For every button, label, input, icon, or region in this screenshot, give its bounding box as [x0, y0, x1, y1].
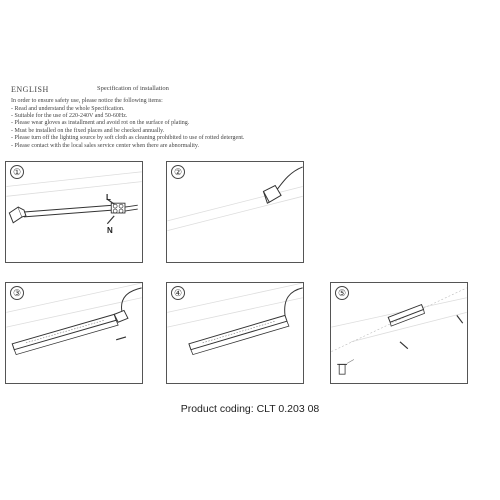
- step-1-panel: [5, 161, 143, 263]
- instruction-item: - Please turn off the lighting source by soft cloth as cleaning prohibited to use of rotted detergent.: [11, 135, 245, 142]
- track-light-icon: [189, 315, 289, 354]
- step-2-illustration: [167, 162, 303, 262]
- step-1-illustration: [6, 162, 142, 262]
- instruction-item: - Must be installed on the fixed places and be checked annually.: [11, 127, 165, 134]
- instructions-intro: In order to ensure safety use, please notice the following items:: [11, 98, 163, 104]
- step-3-panel: [5, 282, 143, 384]
- product-coding: Product coding: CLT 0.203 08: [180, 403, 320, 415]
- instruction-item: - Please wear gloves as installment and avoid rot on the surface of plating.: [11, 120, 190, 127]
- arrow-icon: [400, 315, 463, 348]
- plug-icon: [9, 207, 26, 223]
- track-light-icon: [12, 314, 118, 354]
- instructions-list: [11, 106, 244, 150]
- step-1-number: ①: [10, 165, 24, 179]
- track-light-icon: [388, 305, 424, 327]
- arrow-icon: [116, 337, 126, 340]
- document-title: Specification of installation: [97, 85, 169, 92]
- terminal-block-icon: [111, 203, 137, 213]
- step-4-panel: [166, 282, 304, 384]
- screw-icon: [337, 359, 354, 374]
- step-2-number: ②: [171, 165, 185, 179]
- language-label: ENGLISH: [11, 85, 49, 94]
- instruction-item: - Suitable for the use of 220-240V and 50-60Hz.: [11, 112, 128, 119]
- wire-label-l: L: [106, 193, 111, 202]
- step-4-number: ④: [171, 286, 185, 300]
- step-5-panel: [330, 282, 468, 384]
- step-5-illustration: [331, 283, 467, 383]
- step-5-number: ⑤: [335, 286, 349, 300]
- wire-label-n: N: [107, 226, 113, 235]
- step-3-illustration: [6, 283, 142, 383]
- step-2-panel: [166, 161, 304, 263]
- step-3-number: ③: [10, 286, 24, 300]
- instruction-item: - Please contact with the local sales service center when there are abnormality.: [11, 142, 200, 149]
- step-4-illustration: [167, 283, 303, 383]
- instruction-item: - Read and understand the whole Specification.: [11, 105, 125, 112]
